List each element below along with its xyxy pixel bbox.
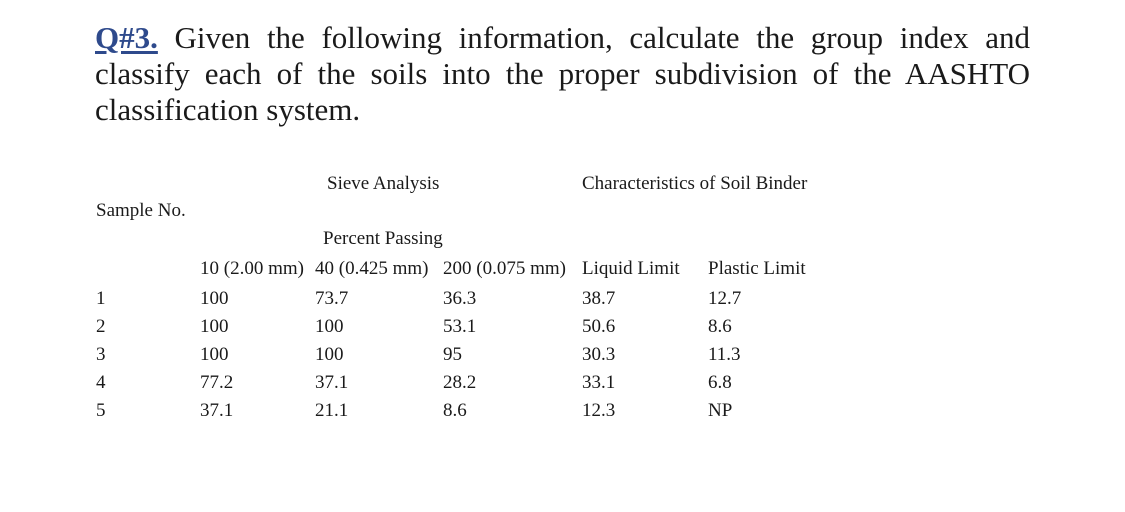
percent-passing-header: Percent Passing — [323, 228, 443, 249]
sieve-40-cell: 73.7 — [315, 288, 349, 309]
sieve-200-cell: 8.6 — [443, 400, 467, 421]
sieve-10-cell: 77.2 — [200, 372, 234, 393]
question-body: Given the following information, calculate the group index and classify each of the soils into the proper subdivision of the AASHTO classification system. — [95, 20, 1030, 127]
sieve-40-cell: 100 — [315, 316, 344, 337]
sieve-40-cell: 37.1 — [315, 372, 349, 393]
sieve-200-cell: 53.1 — [443, 316, 477, 337]
sieve-200-cell: 36.3 — [443, 288, 477, 309]
liquid-limit-cell: 33.1 — [582, 372, 616, 393]
sample-number-cell: 3 — [96, 344, 106, 365]
sieve-10-cell: 100 — [200, 288, 229, 309]
plastic-limit-cell: 8.6 — [708, 316, 732, 337]
liquid-limit-cell: 30.3 — [582, 344, 616, 365]
column-header-sieve-10: 10 (2.00 mm) — [200, 258, 304, 279]
plastic-limit-cell: 6.8 — [708, 372, 732, 393]
column-header-liquid-limit: Liquid Limit — [582, 258, 680, 279]
sample-number-cell: 5 — [96, 400, 106, 421]
sieve-200-cell: 28.2 — [443, 372, 477, 393]
plastic-limit-cell: NP — [708, 400, 733, 421]
sample-no-label: Sample No. — [96, 200, 186, 221]
sieve-10-cell: 37.1 — [200, 400, 234, 421]
plastic-limit-cell: 12.7 — [708, 288, 742, 309]
liquid-limit-cell: 38.7 — [582, 288, 616, 309]
sieve-40-cell: 100 — [315, 344, 344, 365]
sieve-analysis-header: Sieve Analysis — [327, 173, 440, 194]
plastic-limit-cell: 11.3 — [708, 344, 741, 365]
sieve-200-cell: 95 — [443, 344, 462, 365]
question-number: Q#3. — [95, 20, 158, 55]
sample-number-cell: 2 — [96, 316, 106, 337]
liquid-limit-cell: 50.6 — [582, 316, 616, 337]
column-header-sieve-40: 40 (0.425 mm) — [315, 258, 429, 279]
column-header-sieve-200: 200 (0.075 mm) — [443, 258, 566, 279]
soil-binder-header: Characteristics of Soil Binder — [582, 173, 808, 194]
sample-number-cell: 4 — [96, 372, 106, 393]
sieve-10-cell: 100 — [200, 344, 229, 365]
liquid-limit-cell: 12.3 — [582, 400, 616, 421]
sample-number-cell: 1 — [96, 288, 106, 309]
sieve-10-cell: 100 — [200, 316, 229, 337]
sieve-40-cell: 21.1 — [315, 400, 349, 421]
column-header-plastic-limit: Plastic Limit — [708, 258, 806, 279]
question-text — [95, 20, 1030, 128]
